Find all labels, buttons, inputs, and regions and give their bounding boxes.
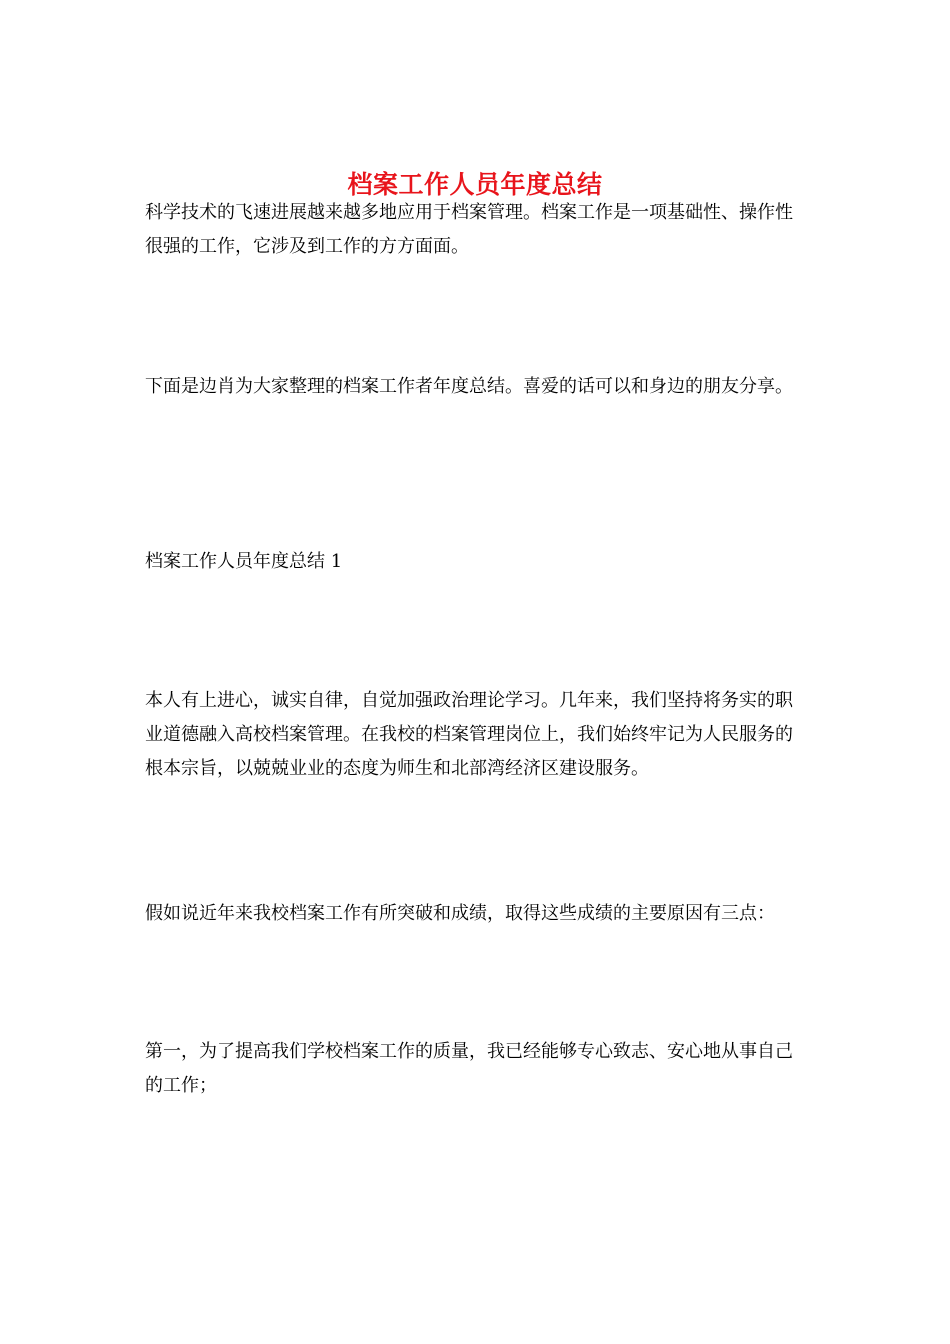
paragraph-body: 本人有上进心，诚实自律，自觉加强政治理论学习。几年来，我们坚持将务实的职业道德融入高校档案管理。在我校的档案管理岗位上，我们始终牢记为人民服务的根本宗旨，以兢兢业业的态度为师生和北部湾经济区建设服务。 — [145, 690, 793, 779]
paragraph-body: 第一，为了提高我们学校档案工作的质量，我已经能够专心致志、安心地从事自己的工作； — [145, 1041, 793, 1096]
section-heading: 档案工作人员年度总结 1 — [145, 551, 343, 572]
paragraph-preface: 下面是边肖为大家整理的档案工作者年度总结。喜爱的话可以和身边的朋友分享。 — [145, 376, 793, 397]
paragraph-intro: 科学技术的飞速进展越来越多地应用于档案管理。档案工作是一项基础性、操作性很强的工作，它涉及到工作的方方面面。 — [145, 202, 793, 257]
paragraph-body: 假如说近年来我校档案工作有所突破和成绩，取得这些成绩的主要原因有三点： — [145, 903, 775, 924]
document-title: 档案工作人员年度总结 — [347, 169, 603, 199]
